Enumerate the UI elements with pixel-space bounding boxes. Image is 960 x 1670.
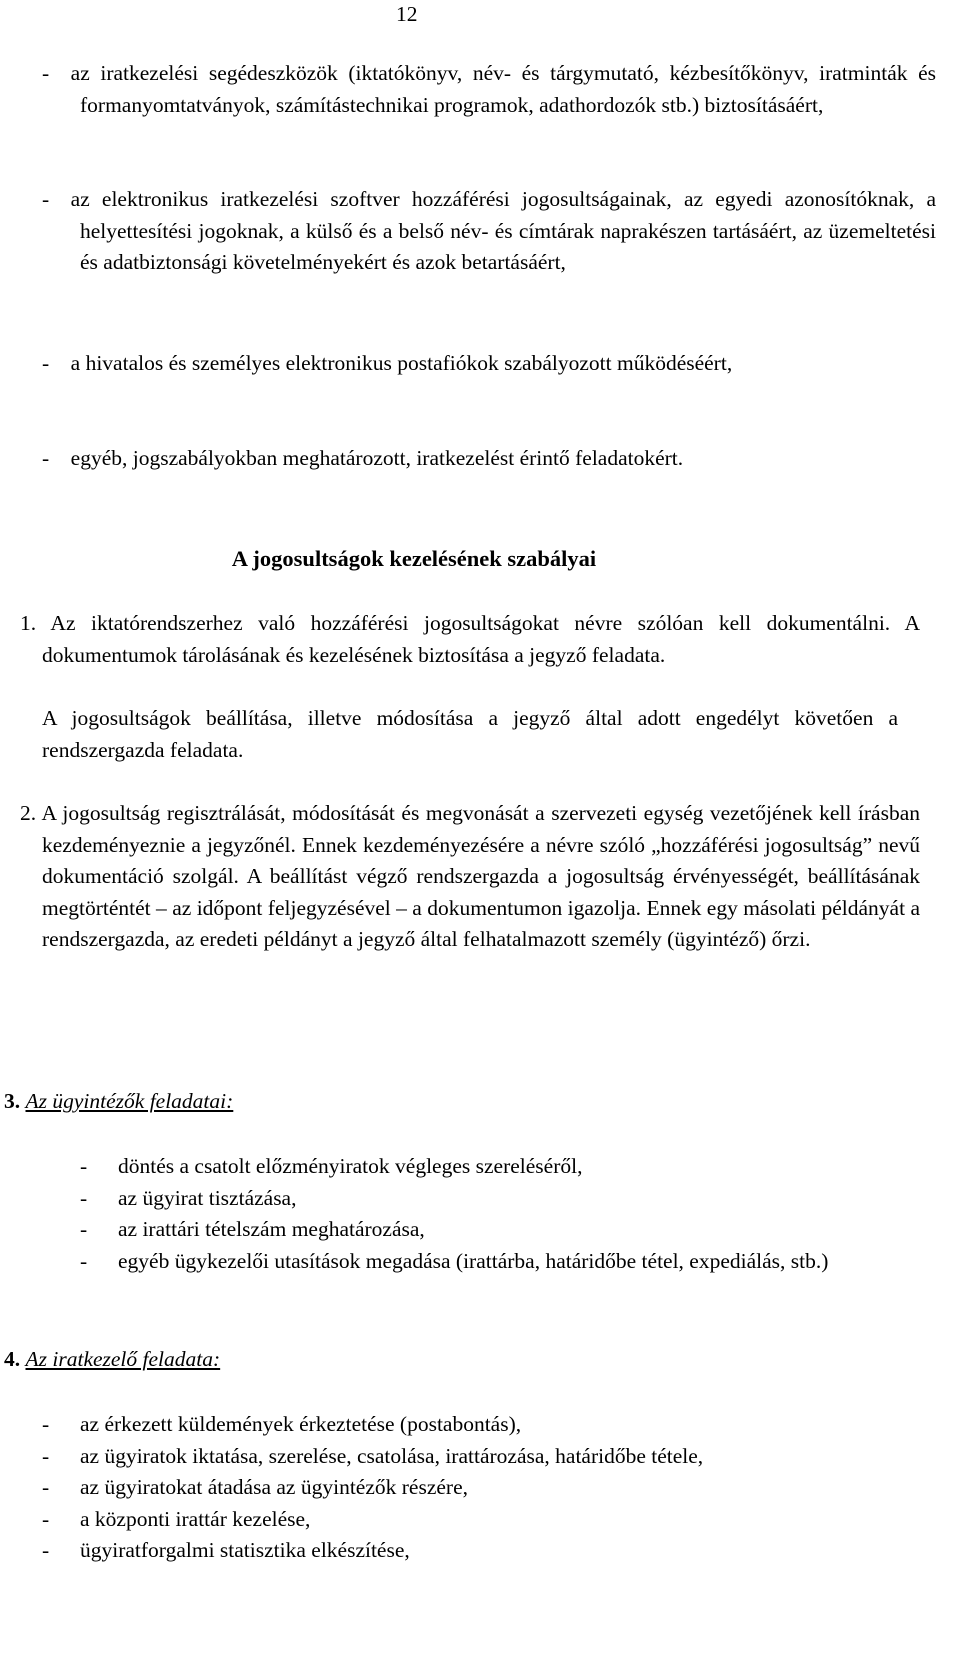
section-4-list <box>42 1409 898 1567</box>
rule-paragraph-2: 2. A jogosultság regisztrálását, módosítását és megvonását a szervezeti egység vezetőjének kell írásban kezdeményeznie a jegyzőnél. Ennek kezdeményezésére a névre szóló „hozzáférési jogosultság” nevű dokumentáció szolgál. A beállítást végző rendszergazda a jogosultság érvényességét, beállításának megtörténtét – az időpont feljegyzésével – a dokumentumon igazolja. Ennek egy másolati példányát a rendszergazda, az eredeti példányt a jegyző által felhatalmazott személy (ügyintéző) őrzi. <box>20 801 920 951</box>
list-item: - ügyiratforgalmi statisztika elkészítése, <box>42 1538 410 1562</box>
list-item: - az ügyiratok iktatása, szerelése, csatolása, irattározása, határidőbe tétele, <box>42 1443 704 1468</box>
list-item: - a központi irattár kezelése, <box>42 1506 311 1531</box>
section-heading: A jogosultságok kezelésének szabályai <box>231 546 597 571</box>
section-3-list <box>80 1151 898 1277</box>
section-4-number: 4. <box>4 1347 21 1371</box>
list-item: - egyéb ügykezelői utasítások megadása (irattárba, határidőbe tétel, expediálás, stb.) <box>80 1248 829 1273</box>
rule-paragraph-1-continued: A jogosultságok beállítása, illetve módosítása a jegyző által adott engedélyt követően a rendszergazda feladata. <box>42 706 898 762</box>
responsibility-item-other: - egyéb, jogszabályokban meghatározott, iratkezelést érintő feladatokért. <box>42 446 684 470</box>
list-item: - az ügyiratokat átadása az ügyintézők részére, <box>42 1475 468 1499</box>
responsibility-item-mailboxes: - a hivatalos és személyes elektronikus postafiókok szabályozott működéséért, <box>42 351 733 375</box>
list-item: - az érkezett küldemények érkeztetése (postabontás), <box>42 1412 522 1436</box>
list-item: - az ügyirat tisztázása, <box>80 1185 297 1210</box>
responsibility-item-software: - az elektronikus iratkezelési szoftver hozzáférési jogosultságainak, az egyedi azonosítóknak, a helyettesítési jogoknak, a külső és a belső név- és címtárak naprakészen tartásáért, az üzemeltetési és adatbiztonsági követelményekért és azok betartásáért, <box>42 187 936 274</box>
section-4-title <box>4 1344 220 1376</box>
list-item: - az irattári tételszám meghatározása, <box>80 1217 425 1241</box>
section-3-label: Az ügyintézők feladatai: <box>25 1089 234 1113</box>
list-item: - döntés a csatolt előzményiratok végleges szereléséről, <box>80 1154 583 1178</box>
rule-paragraph-1: 1. Az iktatórendszerhez való hozzáférési jogosultságokat névre szólóan kell dokumentálni. A dokumentumok tárolásának és kezelésének biztosítása a jegyző feladata. <box>20 611 920 667</box>
section-4-label: Az iratkezelő feladata: <box>25 1347 221 1371</box>
section-3-title <box>4 1086 233 1118</box>
page-number: 12 <box>396 2 418 26</box>
responsibility-item-tools: - az iratkezelési segédeszközök (iktatókönyv, név- és tárgymutató, kézbesítőkönyv, iratminták és formanyomtatványok, számítástechnikai programok, adathordozók stb.) biztosításáért, <box>42 61 936 117</box>
section-3-number: 3. <box>4 1089 21 1113</box>
